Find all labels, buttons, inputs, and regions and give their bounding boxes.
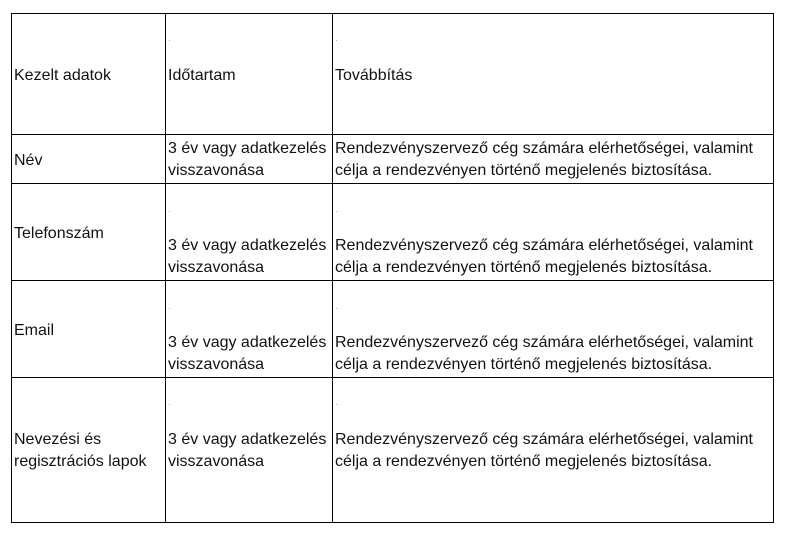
cell-duration-text: 3 év vagy adatkezelés visszavonása — [168, 237, 327, 276]
cell-transfer-text: Rendezvényszervező cég számára elérhetőségei, valamint célja a rendezvényen történő megjelenés biztosítása. — [335, 237, 753, 276]
placeholder-dot — [169, 40, 170, 41]
cell-data-text: Nevezési és regisztrációs lapok — [14, 431, 147, 470]
cell-data-text: Név — [14, 152, 43, 169]
cell-transfer — [333, 281, 773, 377]
cell-transfer-text: Rendezvényszervező cég számára elérhetőségei, valamint célja a rendezvényen történő megjelenés biztosítása. — [335, 140, 753, 179]
table-row — [12, 378, 773, 522]
cell-duration-text: 3 év vagy adatkezelés visszavonása — [168, 140, 327, 179]
table-header-row — [12, 14, 773, 135]
cell-transfer-text: Rendezvényszervező cég számára elérhetőségei, valamint célja a rendezvényen történő megjelenés biztosítása. — [335, 431, 753, 470]
cell-transfer-text: Rendezvényszervező cég számára elérhetőségei, valamint célja a rendezvényen történő megjelenés biztosítása. — [335, 334, 753, 373]
table-row — [12, 184, 773, 281]
cell-duration-text: 3 év vagy adatkezelés visszavonása — [168, 431, 327, 470]
header-cell-transfer — [333, 14, 773, 134]
cell-transfer — [333, 378, 773, 522]
header-data-label: Kezelt adatok — [14, 67, 111, 84]
cell-duration — [166, 378, 333, 522]
cell-data — [12, 184, 166, 280]
header-cell-data — [12, 14, 166, 134]
header-transfer-label: Továbbítás — [335, 67, 413, 84]
cell-data-text: Telefonszám — [14, 225, 104, 242]
placeholder-dot — [336, 40, 337, 41]
header-cell-duration — [166, 14, 333, 134]
table-row — [12, 135, 773, 184]
placeholder-dot — [169, 404, 170, 405]
cell-data-text: Email — [14, 322, 55, 339]
table-row — [12, 281, 773, 378]
cell-duration — [166, 135, 333, 183]
cell-data — [12, 378, 166, 522]
placeholder-dot — [169, 308, 170, 309]
cell-data — [12, 281, 166, 377]
data-processing-table — [11, 13, 774, 523]
cell-duration-text: 3 év vagy adatkezelés visszavonása — [168, 334, 327, 373]
placeholder-dot — [169, 211, 170, 212]
cell-duration — [166, 184, 333, 280]
placeholder-dot — [336, 308, 337, 309]
cell-duration — [166, 281, 333, 377]
placeholder-dot — [336, 211, 337, 212]
header-duration-label: Időtartam — [168, 67, 236, 84]
cell-transfer — [333, 135, 773, 183]
cell-transfer — [333, 184, 773, 280]
cell-data — [12, 135, 166, 183]
placeholder-dot — [336, 404, 337, 405]
